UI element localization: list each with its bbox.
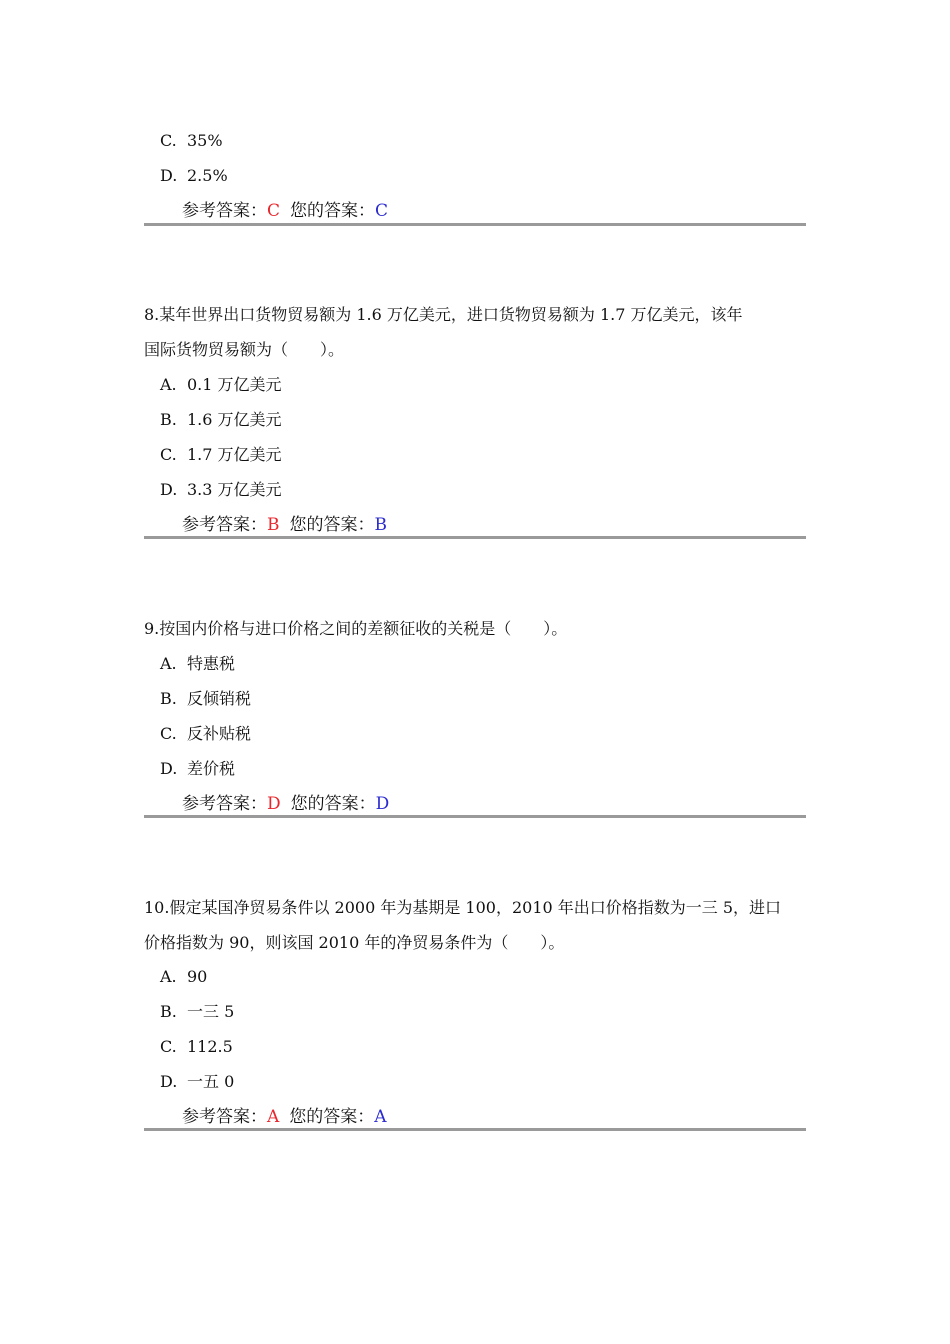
option-text: 3.3 万亿美元 — [187, 480, 282, 499]
q9-option-c — [160, 724, 251, 744]
q8-stem-line1: 8.某年世界出口货物贸易额为 1.6 万亿美元，进口货物贸易额为 1.7 万亿美元，该年 — [144, 305, 743, 324]
your-answer-label: 您的答案： — [289, 515, 375, 535]
option-letter: D. — [160, 759, 178, 778]
divider — [144, 815, 806, 818]
divider — [144, 1128, 806, 1131]
reference-answer-value: C — [267, 201, 281, 221]
option-text: 特惠税 — [187, 654, 236, 673]
q7-option-d — [160, 166, 228, 186]
reference-answer-label: 参考答案： — [182, 794, 267, 814]
q9-option-a — [160, 654, 235, 674]
your-answer-label: 您的答案： — [290, 794, 376, 814]
q10-stem-line2: 价格指数为 90，则该国 2010 年的净贸易条件为（ ）。 — [144, 933, 565, 952]
reference-answer-label: 参考答案： — [182, 1107, 267, 1127]
your-answer-value: A — [374, 1107, 387, 1127]
q9-stem-line1: 9.按国内价格与进口价格之间的差额征收的关税是（ ）。 — [144, 619, 568, 638]
option-letter: B. — [160, 689, 177, 708]
option-text: 0.1 万亿美元 — [187, 375, 282, 394]
option-text: 差价税 — [187, 759, 236, 778]
q10-answer-line — [182, 1106, 387, 1128]
q10-option-a — [160, 967, 207, 987]
reference-answer-label: 参考答案： — [182, 201, 267, 221]
q8-stem-line2: 国际货物贸易额为（ ）。 — [144, 340, 345, 359]
option-letter: C. — [160, 1037, 177, 1056]
q8-option-a — [160, 375, 282, 395]
q7-option-c — [160, 131, 223, 151]
q8-option-b — [160, 410, 282, 430]
option-letter: A. — [160, 375, 177, 394]
option-text: 1.7 万亿美元 — [187, 445, 282, 464]
option-letter: C. — [160, 445, 177, 464]
option-letter: B. — [160, 410, 177, 429]
option-letter: A. — [160, 654, 177, 673]
option-text: 一五 0 — [187, 1072, 235, 1091]
option-letter: D. — [160, 1072, 178, 1091]
q9-option-b — [160, 689, 251, 709]
reference-answer-value: D — [267, 794, 281, 814]
q8-option-d — [160, 480, 282, 500]
option-text: 一三 5 — [187, 1002, 235, 1021]
q7-answer-line — [182, 200, 388, 222]
option-letter: C. — [160, 131, 177, 150]
reference-answer-value: B — [267, 515, 280, 535]
option-letter: D. — [160, 480, 178, 499]
option-text: 2.5% — [187, 166, 228, 185]
reference-answer-value: A — [267, 1107, 280, 1127]
option-letter: B. — [160, 1002, 177, 1021]
option-letter: A. — [160, 967, 177, 986]
option-letter: C. — [160, 724, 177, 743]
q8-option-c — [160, 445, 282, 465]
q8-answer-line — [182, 514, 387, 536]
q10-option-d — [160, 1072, 234, 1092]
your-answer-value: C — [375, 201, 389, 221]
q9-option-d — [160, 759, 235, 779]
reference-answer-label: 参考答案： — [182, 515, 267, 535]
q10-option-b — [160, 1002, 234, 1022]
q9-answer-line — [182, 793, 389, 815]
option-letter: D. — [160, 166, 178, 185]
option-text: 90 — [187, 967, 208, 986]
q10-stem-line1: 10.假定某国净贸易条件以 2000 年为基期是 100，2010 年出口价格指数为一三 5，进口 — [144, 898, 782, 917]
option-text: 35% — [187, 131, 223, 150]
option-text: 112.5 — [187, 1037, 233, 1056]
option-text: 反倾销税 — [187, 689, 252, 708]
q10-option-c — [160, 1037, 233, 1057]
your-answer-value: B — [374, 515, 387, 535]
divider — [144, 536, 806, 539]
your-answer-label: 您的答案： — [290, 201, 376, 221]
your-answer-value: D — [375, 794, 390, 814]
divider — [144, 223, 806, 226]
option-text: 1.6 万亿美元 — [187, 410, 282, 429]
option-text: 反补贴税 — [187, 724, 252, 743]
your-answer-label: 您的答案： — [289, 1107, 375, 1127]
